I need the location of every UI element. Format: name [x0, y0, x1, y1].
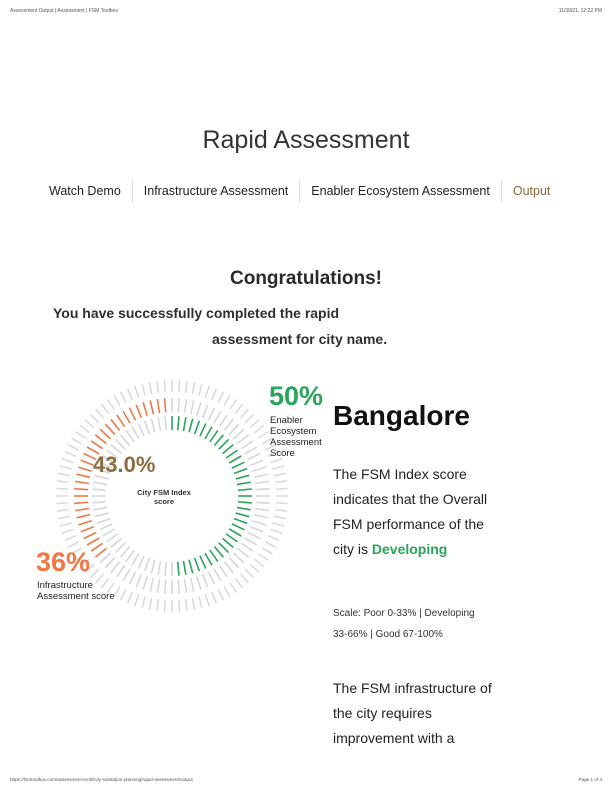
outer-ring-tick	[57, 481, 69, 483]
infrastructure-ring-tick	[234, 429, 244, 439]
outer-ring-tick	[157, 599, 159, 611]
outer-ring-tick	[258, 554, 268, 561]
infrastructure-ring-tick	[150, 400, 153, 414]
enabler-ring-tick	[95, 513, 109, 517]
outer-ring-tick	[276, 488, 288, 489]
infrastructure-ring-tick	[224, 419, 233, 430]
enabler-ring-tick	[229, 456, 241, 463]
outer-ring-tick	[212, 592, 217, 603]
enabler-score-value: 50%	[269, 381, 324, 411]
enabler-ring-tick	[111, 538, 122, 547]
enabler-ring-tick	[189, 560, 193, 574]
outer-ring-tick	[90, 414, 98, 422]
enabler-ring-tick	[92, 489, 106, 490]
enabler-ring-tick	[165, 416, 166, 430]
enabler-ring-tick	[195, 421, 200, 434]
infrastructure-ring-tick	[255, 481, 269, 483]
infrastructure-ring-tick	[84, 532, 97, 538]
outer-ring-tick	[224, 396, 230, 406]
outer-ring-tick	[212, 389, 217, 400]
enabler-ring-tick	[183, 561, 185, 575]
infrastructure-score-value: 36%	[36, 547, 91, 577]
outer-ring-tick	[179, 380, 180, 392]
enabler-ring-tick	[236, 513, 250, 517]
enabler-ring-tick	[178, 416, 179, 430]
enabler-ring-tick	[151, 560, 155, 574]
outer-ring-tick	[128, 389, 133, 400]
infrastructure-ring-tick	[165, 580, 166, 594]
outer-ring-tick	[241, 574, 249, 583]
infrastructure-score-label: Infrastructure Assessment score	[37, 580, 115, 602]
infrastructure-ring-tick	[245, 538, 257, 545]
infrastructure-ring-tick	[203, 405, 208, 418]
infrastructure-ring-tick	[203, 574, 208, 587]
enabler-ring-tick	[126, 430, 134, 441]
infrastructure-ring-tick	[197, 576, 201, 589]
infrastructure-ring-tick	[224, 562, 233, 573]
infrastructure-ring-tick	[197, 402, 201, 415]
outer-ring-tick	[205, 386, 209, 397]
tab-output[interactable]: Output	[512, 184, 551, 198]
infrastructure-ring-tick	[129, 408, 135, 421]
enabler-ring-tick	[229, 529, 241, 536]
outer-ring-tick	[62, 529, 73, 533]
infrastructure-ring-tick	[117, 415, 125, 427]
outer-ring-tick	[57, 510, 69, 512]
infrastructure-ring-tick	[123, 569, 130, 581]
infrastructure-ring-tick	[185, 579, 187, 593]
enabler-ring-tick	[115, 439, 125, 449]
infrastructure-ring-tick	[254, 515, 268, 518]
enabler-ring-tick	[158, 561, 160, 575]
infrastructure-ring-tick	[100, 429, 110, 439]
enabler-ring-tick	[145, 421, 150, 434]
enabler-ring-tick	[210, 550, 218, 561]
enabler-ring-tick	[92, 502, 106, 503]
enabler-ring-tick	[205, 427, 212, 439]
enabler-ring-tick	[214, 547, 223, 558]
outer-ring-tick	[60, 466, 72, 469]
outer-ring-tick	[241, 409, 249, 418]
infrastructure-ring-tick	[165, 398, 166, 412]
enabler-ring-tick	[178, 562, 179, 576]
infrastructure-ring-tick	[81, 527, 94, 532]
outer-ring-tick	[250, 565, 259, 573]
infrastructure-ring-tick	[252, 467, 265, 471]
outer-ring-tick	[128, 592, 133, 603]
outer-ring-tick	[192, 598, 194, 610]
enabler-ring-tick	[223, 445, 234, 454]
outer-ring-tick	[142, 384, 145, 396]
infrastructure-ring-tick	[234, 553, 244, 563]
infrastructure-ring-tick	[208, 572, 214, 585]
outer-ring-tick	[235, 404, 242, 414]
infrastructure-ring-tick	[143, 402, 147, 415]
assessment-tabs	[38, 180, 561, 202]
enabler-ring-tick	[132, 427, 139, 439]
infrastructure-ring-tick	[91, 543, 103, 551]
enabler-ring-tick	[223, 538, 234, 547]
infrastructure-description: The FSM infrastructure of the city requires improvement with a	[333, 680, 492, 746]
score-scale: Scale: Poor 0-33% | Developing 33-66% | Good 67-100%	[333, 608, 475, 640]
outer-ring-tick	[101, 404, 108, 414]
outer-ring-tick	[157, 381, 159, 393]
congrats-heading: Congratulations!	[230, 268, 382, 289]
outer-ring-tick	[199, 384, 202, 396]
outer-ring-tick	[230, 400, 237, 410]
outer-ring-tick	[108, 400, 115, 410]
infrastructure-ring-tick	[100, 553, 110, 563]
print-footer-page: Page 1 of 4	[578, 777, 602, 782]
enabler-ring-tick	[103, 529, 115, 536]
enabler-ring-tick	[106, 534, 117, 542]
enabler-score-label: Enabler Ecosystem Assessment Score	[270, 415, 322, 459]
infrastructure-ring-tick	[157, 399, 159, 413]
infrastructure-ring-tick	[150, 578, 153, 592]
enabler-ring-tick	[238, 502, 252, 503]
outer-ring-tick	[224, 586, 230, 596]
infrastructure-ring-tick	[191, 578, 194, 592]
performance-status: Developing	[371, 541, 448, 557]
enabler-ring-tick	[121, 547, 130, 558]
outer-ring-tick	[275, 481, 287, 483]
infrastructure-ring-tick	[74, 502, 88, 503]
infrastructure-ring-tick	[111, 562, 120, 573]
tab-enabler-ecosystem-assessment[interactable]: Enabler Ecosystem Assessment	[300, 180, 502, 202]
infrastructure-ring-tick	[178, 580, 179, 594]
outer-ring-tick	[76, 432, 86, 439]
infrastructure-ring-tick	[238, 435, 249, 444]
enabler-ring-tick	[93, 482, 107, 484]
outer-ring-tick	[135, 594, 139, 605]
outer-ring-tick	[199, 596, 202, 608]
infrastructure-ring-tick	[78, 467, 91, 471]
outer-ring-tick	[164, 600, 165, 612]
outer-ring-tick	[258, 432, 268, 439]
print-footer-url: https://fsmtoolbox.com/assessment-tools/city-sanitation-planning/rapid-assessment/output	[10, 777, 193, 782]
outer-ring-tick	[60, 523, 72, 526]
outer-ring-tick	[58, 516, 70, 518]
outer-ring-tick	[68, 445, 79, 450]
enabler-ring-tick	[115, 543, 125, 553]
infrastructure-ring-tick	[256, 489, 270, 490]
page-title: Rapid Assessment	[202, 126, 410, 154]
infrastructure-ring-tick	[76, 515, 90, 518]
outer-ring-tick	[114, 396, 120, 406]
fsm-index-description	[333, 462, 493, 562]
enabler-ring-tick	[237, 507, 251, 509]
infrastructure-ring-tick	[248, 532, 261, 538]
enabler-ring-tick	[232, 462, 245, 468]
infrastructure-ring-tick	[74, 489, 88, 490]
outer-ring-tick	[270, 529, 281, 533]
outer-ring-tick	[149, 382, 151, 394]
infrastructure-ring-tick	[136, 405, 141, 418]
tab-watch-demo[interactable]: Watch Demo	[38, 180, 133, 202]
infrastructure-ring-tick	[208, 408, 214, 421]
tab-infrastructure-assessment[interactable]: Infrastructure Assessment	[133, 180, 301, 202]
infrastructure-ring-tick	[95, 435, 106, 444]
infrastructure-ring-tick	[123, 411, 130, 423]
infrastructure-ring-tick	[256, 502, 270, 503]
infrastructure-ring-tick	[75, 481, 89, 483]
infrastructure-ring-tick	[143, 576, 147, 589]
outer-ring-tick	[121, 392, 126, 403]
outer-ring-tick	[255, 559, 265, 566]
enabler-ring-tick	[138, 556, 144, 569]
enabler-ring-tick	[210, 430, 218, 441]
city-fsm-index-value: 43.0%	[93, 452, 156, 477]
infrastructure-ring-tick	[178, 398, 179, 412]
outer-ring-tick	[135, 386, 139, 397]
outer-ring-tick	[62, 459, 73, 463]
outer-ring-tick	[186, 599, 188, 611]
outer-ring-tick	[65, 452, 76, 457]
outer-ring-tick	[192, 382, 194, 394]
infrastructure-ring-tick	[219, 565, 227, 577]
enabler-ring-tick	[205, 553, 212, 565]
infrastructure-ring-tick	[81, 460, 94, 465]
infrastructure-ring-tick	[117, 565, 125, 577]
outer-ring-tick	[80, 425, 90, 432]
infrastructure-ring-tick	[214, 411, 221, 423]
outer-ring-tick	[164, 380, 165, 392]
enabler-ring-tick	[145, 558, 150, 571]
enabler-ring-tick	[214, 435, 223, 446]
infrastructure-ring-tick	[76, 474, 90, 477]
infrastructure-ring-tick	[75, 509, 89, 511]
infrastructure-ring-tick	[91, 441, 103, 449]
outer-ring-tick	[265, 542, 276, 547]
infrastructure-ring-tick	[255, 509, 269, 511]
infrastructure-ring-tick	[129, 572, 135, 585]
outer-ring-tick	[56, 488, 68, 489]
enabler-ring-tick	[238, 489, 252, 490]
enabler-ring-tick	[234, 469, 247, 474]
enabler-ring-tick	[195, 558, 200, 571]
outer-ring-tick	[205, 594, 209, 605]
outer-ring-tick	[72, 438, 82, 444]
enabler-ring-tick	[183, 417, 185, 431]
outer-ring-tick	[179, 600, 180, 612]
outer-ring-tick	[218, 589, 223, 600]
outer-ring-tick	[262, 548, 272, 554]
enabler-ring-tick	[165, 562, 166, 576]
outer-ring-tick	[58, 473, 70, 475]
infrastructure-ring-tick	[78, 521, 91, 525]
enabler-ring-tick	[219, 439, 229, 449]
enabler-ring-tick	[234, 519, 247, 524]
city-name: Bangalore	[333, 400, 470, 431]
infrastructure-ring-tick	[219, 415, 227, 427]
enabler-ring-tick	[93, 507, 107, 509]
enabler-ring-tick	[226, 450, 237, 458]
infrastructure-ring-tick	[241, 543, 253, 551]
infrastructure-ring-tick	[252, 521, 265, 525]
print-header-date: 11/30/21, 12:22 PM	[558, 8, 602, 14]
outer-ring-tick	[250, 420, 259, 428]
outer-ring-tick	[235, 579, 242, 589]
enabler-ring-tick	[219, 543, 229, 553]
enabler-ring-tick	[158, 417, 160, 431]
enabler-ring-tick	[138, 424, 144, 437]
enabler-ring-tick	[226, 534, 237, 542]
outer-ring-tick	[276, 503, 288, 504]
infrastructure-ring-tick	[248, 453, 261, 459]
enabler-ring-tick	[121, 435, 130, 446]
enabler-ring-tick	[100, 524, 113, 530]
infrastructure-ring-tick	[245, 447, 257, 454]
infrastructure-ring-tick	[229, 424, 239, 434]
outer-ring-tick	[270, 459, 281, 463]
outer-ring-tick	[56, 503, 68, 504]
infrastructure-ring-tick	[254, 474, 268, 477]
outer-ring-tick	[274, 473, 286, 475]
infrastructure-ring-tick	[250, 460, 263, 465]
infrastructure-ring-tick	[111, 419, 120, 430]
outer-ring-tick	[218, 392, 223, 403]
city-fsm-index-label: City FSM Index score	[137, 488, 191, 506]
infrastructure-ring-tick	[238, 548, 249, 557]
infrastructure-ring-tick	[250, 527, 263, 532]
enabler-ring-tick	[200, 424, 206, 437]
outer-ring-tick	[246, 570, 254, 578]
infrastructure-ring-tick	[157, 579, 159, 593]
infrastructure-ring-tick	[95, 548, 106, 557]
infrastructure-ring-tick	[229, 558, 239, 568]
infrastructure-ring-tick	[191, 400, 194, 414]
fsm-index-description-text: The FSM Index score indicates that the Overall FSM performance of the city is	[333, 466, 488, 557]
outer-ring-tick	[121, 589, 126, 600]
outer-ring-tick	[96, 409, 104, 418]
enabler-ring-tick	[200, 556, 206, 569]
outer-ring-tick	[275, 510, 287, 512]
success-message-line-2: assessment for city name.	[212, 331, 388, 347]
outer-ring-tick	[186, 381, 188, 393]
print-header-title: Assessment Output | Assessment | FSM Toolbox	[10, 8, 118, 14]
infrastructure-ring-tick	[214, 569, 221, 581]
outer-ring-tick	[90, 570, 98, 578]
outer-ring-tick	[255, 425, 265, 432]
infrastructure-ring-tick	[105, 558, 115, 568]
outer-ring-tick	[274, 516, 286, 518]
outer-ring-tick	[65, 536, 76, 541]
enabler-ring-tick	[151, 419, 155, 433]
enabler-ring-tick	[97, 519, 110, 524]
infrastructure-ring-tick	[105, 424, 115, 434]
outer-ring-tick	[85, 420, 94, 428]
success-message-line-1: You have successfully completed the rapid	[53, 305, 340, 321]
outer-ring-tick	[149, 598, 151, 610]
enabler-ring-tick	[132, 553, 139, 565]
outer-ring-tick	[142, 596, 145, 608]
enabler-ring-tick	[126, 550, 134, 561]
outer-ring-tick	[246, 414, 254, 422]
infrastructure-ring-tick	[136, 574, 141, 587]
enabler-ring-tick	[189, 419, 193, 433]
enabler-ring-tick	[232, 524, 245, 530]
infrastructure-ring-tick	[241, 441, 253, 449]
infrastructure-ring-tick	[185, 399, 187, 413]
outer-ring-tick	[230, 582, 237, 592]
outer-ring-tick	[272, 523, 284, 526]
outer-ring-tick	[272, 466, 284, 469]
enabler-ring-tick	[236, 475, 250, 479]
outer-ring-tick	[268, 536, 279, 541]
enabler-ring-tick	[237, 482, 251, 484]
infrastructure-ring-tick	[87, 538, 99, 545]
